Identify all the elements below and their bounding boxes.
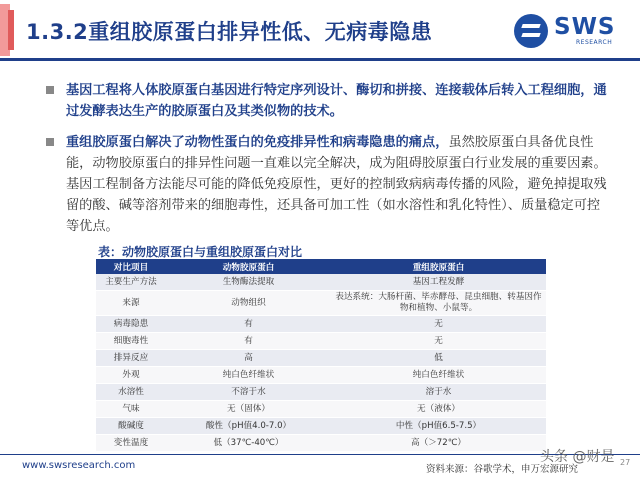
logo-subtext: RESEARCH [576,39,613,46]
bullet-list [46,80,612,247]
table-cell: 酸性（pH值4.0-7.0） [166,418,331,435]
table-row [96,367,546,384]
table-cell: 主要生产方法 [96,274,166,291]
watermark: 头条 @财是 [540,449,615,465]
table-row [96,291,546,316]
table-cell: 不溶于水 [166,384,331,401]
table-row [96,350,546,367]
table-cell: 气味 [96,401,166,418]
bullet-square-icon [46,138,54,146]
table-row [96,274,546,291]
table-cell: 外观 [96,367,166,384]
table-cell: 无（液体） [331,401,546,418]
table-cell: 无 [331,316,546,333]
table-row [96,418,546,435]
table-cell: 无（固体） [166,401,331,418]
table-cell: 表达系统：大肠杆菌、毕赤酵母、昆虫细胞、转基因作物和植物、小鼠等。 [331,291,546,316]
page-title: 1.3.2重组胶原蛋白排异性低、无病毒隐患 [26,20,433,44]
logo-text: SWS [554,14,616,40]
table-row [96,316,546,333]
table-cell: 有 [166,333,331,350]
table-row [96,435,546,452]
table-cell: 排异反应 [96,350,166,367]
page-number: 27 [620,458,631,467]
table-cell: 生物酶法提取 [166,274,331,291]
table-cell: 中性（pH值6.5-7.5） [331,418,546,435]
table-cell: 病毒隐患 [96,316,166,333]
table-cell: 来源 [96,291,166,316]
table-cell: 有 [166,316,331,333]
table-cell: 溶于水 [331,384,546,401]
table-header-cell: 动物胶原蛋白 [166,259,331,274]
table-header-row [96,259,546,274]
table-cell: 纯白色纤维状 [166,367,331,384]
left-accent-bar-inner [8,10,14,50]
table-title: 表：动物胶原蛋白与重组胶原蛋白对比 [98,245,303,259]
table-header-cell: 重组胶原蛋白 [331,259,546,274]
bullet-square-icon [46,86,54,94]
source-note: 资料来源：谷歌学术，申万宏源研究 [426,464,579,475]
footer-url-link[interactable]: www.swsresearch.com [22,460,136,471]
table-cell: 低（37℃-40℃） [166,435,331,452]
table-cell: 细胞毒性 [96,333,166,350]
bullet-text: 虽然胶原蛋白具备优良性能，动物胶原蛋白的排异性问题一直难以完全解决，成为阻碍胶原蛋白行业发展的重要因素。基因工程制备方法能尽可能的降低免疫原性，更好的控制致病病毒传播的风险，避免掉提取残留的酸、碱等溶剂带来的细胞毒性，还具备可加工性（如水溶性和乳化特性）、质量稳定可控等优点。 [66,135,607,234]
bullet-item [46,80,612,122]
logo-mark-icon [514,14,548,48]
table-cell: 高 [166,350,331,367]
table-cell: 基因工程发酵 [331,274,546,291]
table-cell: 低 [331,350,546,367]
bullet-text: 基因工程将人体胶原蛋白基因进行特定序列设计、酶切和拼接、连接载体后转入工程细胞，通过发酵表达生产的胶原蛋白及其类似物的技术。 [66,83,607,119]
table-header-cell: 对比项目 [96,259,166,274]
table-cell: 水溶性 [96,384,166,401]
table-cell: 无 [331,333,546,350]
table-cell: 高（＞72℃） [331,435,546,452]
bullet-highlight: 重组胶原蛋白解决了动物性蛋白的免疫排异性和病毒隐患的痛点， [66,135,449,150]
comparison-table [96,259,546,452]
table-cell: 动物组织 [166,291,331,316]
table-row [96,384,546,401]
table-row [96,401,546,418]
table-cell: 酸碱度 [96,418,166,435]
table-cell: 变性温度 [96,435,166,452]
bullet-item [46,132,612,237]
table-row [96,333,546,350]
sws-logo [514,14,626,48]
title-divider [0,58,640,61]
table-cell: 纯白色纤维状 [331,367,546,384]
